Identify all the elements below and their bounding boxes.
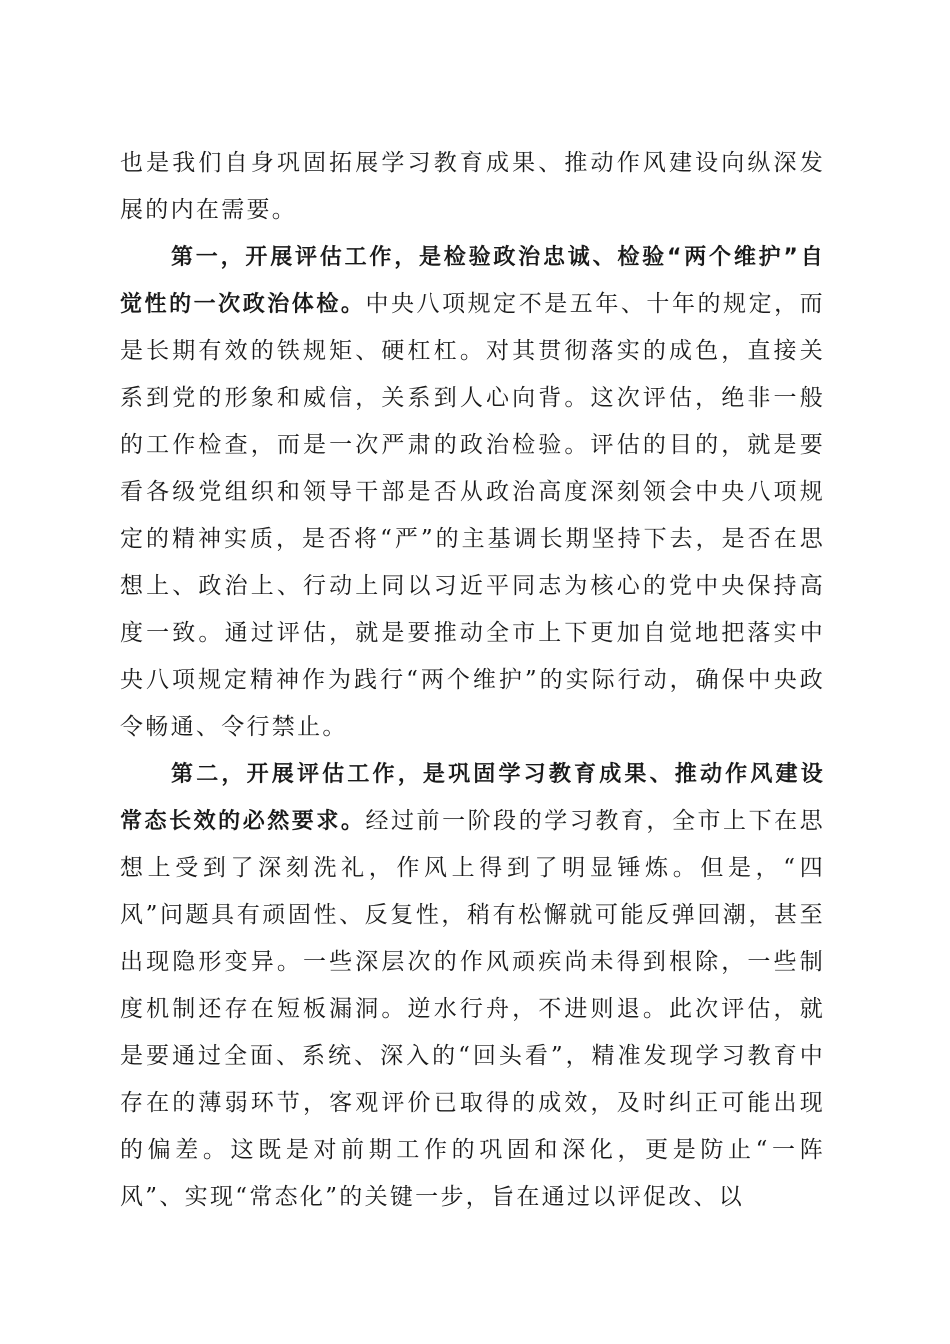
paragraph-3-lead: 第二，开展评估工作，是巩固学习教育成果、推动作风建设常态长效的必然要求。: [120, 762, 825, 834]
document-body: [120, 140, 825, 1221]
paragraph-first-point: [120, 234, 825, 751]
paragraph-2-text: 中央八项规定不是五年、十年的规定，而是长期有效的铁规矩、硬杠杠。对其贯彻落实的成色，直接关系到党的形象和威信，关系到人心向背。这次评估，绝非一般的工作检查，而是一次严肃的政治检验。评估的目的，就是要看各级党组织和领导干部是否从政治高度深刻领会中央八项规定的精神实质，是否将“严”的主基调长期坚持下去，是否在思想上、政治上、行动上同以习近平同志为核心的党中央保持高度一致。通过评估，就是要推动全市上下更加自觉地把落实中央八项规定精神作为践行“两个维护”的实际行动，确保中央政令畅通、令行禁止。: [120, 291, 825, 740]
paragraph-1-text: 也是我们自身巩固拓展学习教育成果、推动作风建设向纵深发展的内在需要。: [120, 150, 825, 223]
paragraph-second-point: [120, 751, 825, 1221]
paragraph-3-text: 经过前一阶段的学习教育，全市上下在思想上受到了深刻洗礼，作风上得到了明显锤炼。但是，“四风”问题具有顽固性、反复性，稍有松懈就可能反弹回潮，甚至出现隐形变异。一些深层次的作风顽疾尚未得到根除，一些制度机制还存在短板漏洞。逆水行舟，不进则退。此次评估，就是要通过全面、系统、深入的“回头看”，精准发现学习教育中存在的薄弱环节，客观评价已取得的成效，及时纠正可能出现的偏差。这既是对前期工作的巩固和深化，更是防止“一阵风”、实现“常态化”的关键一步，旨在通过以评促改、以: [120, 808, 825, 1210]
paragraph-2-lead: 第一，开展评估工作，是检验政治忠诚、检验“两个维护”自觉性的一次政治体检。: [120, 245, 825, 317]
paragraph-continuation: [120, 140, 825, 234]
